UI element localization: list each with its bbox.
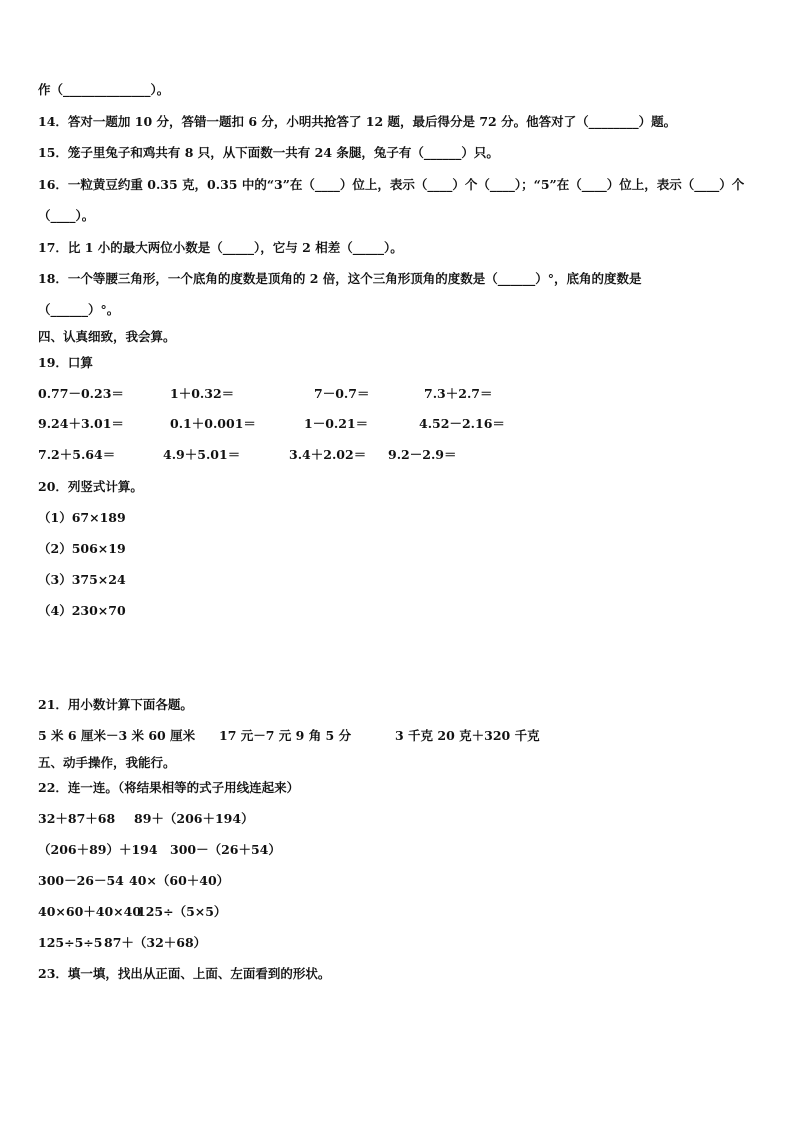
- oral-calc-item: 1－0.21＝: [304, 416, 369, 431]
- oral-calc-item: 9.2－2.9＝: [388, 447, 457, 462]
- match-left-expression: 32＋87＋68: [38, 811, 116, 826]
- oral-calc-item: 7.3＋2.7＝: [424, 386, 493, 401]
- oral-calc-item: 0.1＋0.001＝: [170, 416, 256, 431]
- question-18: 18．一个等腰三角形，一个底角的度数是顶角的 2 倍，这个三角形顶角的度数是（______）°，底角的度数是: [38, 271, 642, 286]
- match-right-expression: 87＋（32＋68）: [104, 935, 207, 950]
- match-left-expression: 125÷5÷5: [38, 935, 103, 950]
- match-right-expression: 125÷（5×5）: [137, 904, 227, 919]
- question-15: 15．笼子里兔子和鸡共有 8 只，从下面数一共有 24 条腿，兔子有（______）只。: [38, 145, 499, 160]
- question-17: 17．比 1 小的最大两位小数是（_____），它与 2 相差（_____）。: [38, 240, 403, 255]
- question-18-continued: （______）°。: [38, 302, 120, 317]
- oral-calc-item: 9.24＋3.01＝: [38, 416, 124, 431]
- vertical-calc-item: （1）67×189: [38, 510, 126, 525]
- match-left-expression: 300－26－54: [38, 873, 124, 888]
- question-20: 20．列竖式计算。: [38, 479, 143, 494]
- decimal-calc-item: 5 米 6 厘米－3 米 60 厘米: [38, 728, 196, 743]
- section-4-heading: 四、认真细致，我会算。: [38, 329, 176, 344]
- oral-calc-item: 0.77－0.23＝: [38, 386, 124, 401]
- question-16: 16．一粒黄豆约重 0.35 克，0.35 中的“3”在（____）位上，表示（____）个（____）；“5”在（____）位上，表示（____）个: [38, 177, 745, 192]
- question-16-continued: （____）。: [38, 208, 95, 223]
- q13-continued: 作（______________）。: [38, 82, 170, 97]
- oral-calc-item: 1＋0.32＝: [170, 386, 235, 401]
- question-19: 19．口算: [38, 355, 93, 370]
- vertical-calc-item: （3）375×24: [38, 572, 126, 587]
- oral-calc-item: 3.4＋2.02＝: [289, 447, 367, 462]
- decimal-calc-item: 3 千克 20 克＋320 千克: [395, 728, 540, 743]
- question-14: 14．答对一题加 10 分，答错一题扣 6 分，小明共抢答了 12 题，最后得分是 72 分。他答对了（________）题。: [38, 114, 677, 129]
- oral-calc-item: 7.2＋5.64＝: [38, 447, 116, 462]
- match-right-expression: 300－（26＋54）: [170, 842, 281, 857]
- match-right-expression: 40×（60＋40）: [129, 873, 230, 888]
- match-left-expression: 40×60＋40×40: [38, 904, 142, 919]
- question-23: 23．填一填，找出从正面、上面、左面看到的形状。: [38, 966, 331, 981]
- question-22: 22．连一连。（将结果相等的式子用线连起来）: [38, 780, 300, 795]
- match-left-expression: （206＋89）＋194: [38, 842, 158, 857]
- vertical-calc-item: （4）230×70: [38, 603, 126, 618]
- oral-calc-item: 7－0.7＝: [314, 386, 370, 401]
- vertical-calc-item: （2）506×19: [38, 541, 126, 556]
- oral-calc-item: 4.52－2.16＝: [419, 416, 505, 431]
- decimal-calc-item: 17 元－7 元 9 角 5 分: [219, 728, 352, 743]
- match-right-expression: 89＋（206＋194）: [134, 811, 254, 826]
- question-21: 21．用小数计算下面各题。: [38, 697, 193, 712]
- section-5-heading: 五、动手操作，我能行。: [38, 755, 176, 770]
- oral-calc-item: 4.9＋5.01＝: [163, 447, 241, 462]
